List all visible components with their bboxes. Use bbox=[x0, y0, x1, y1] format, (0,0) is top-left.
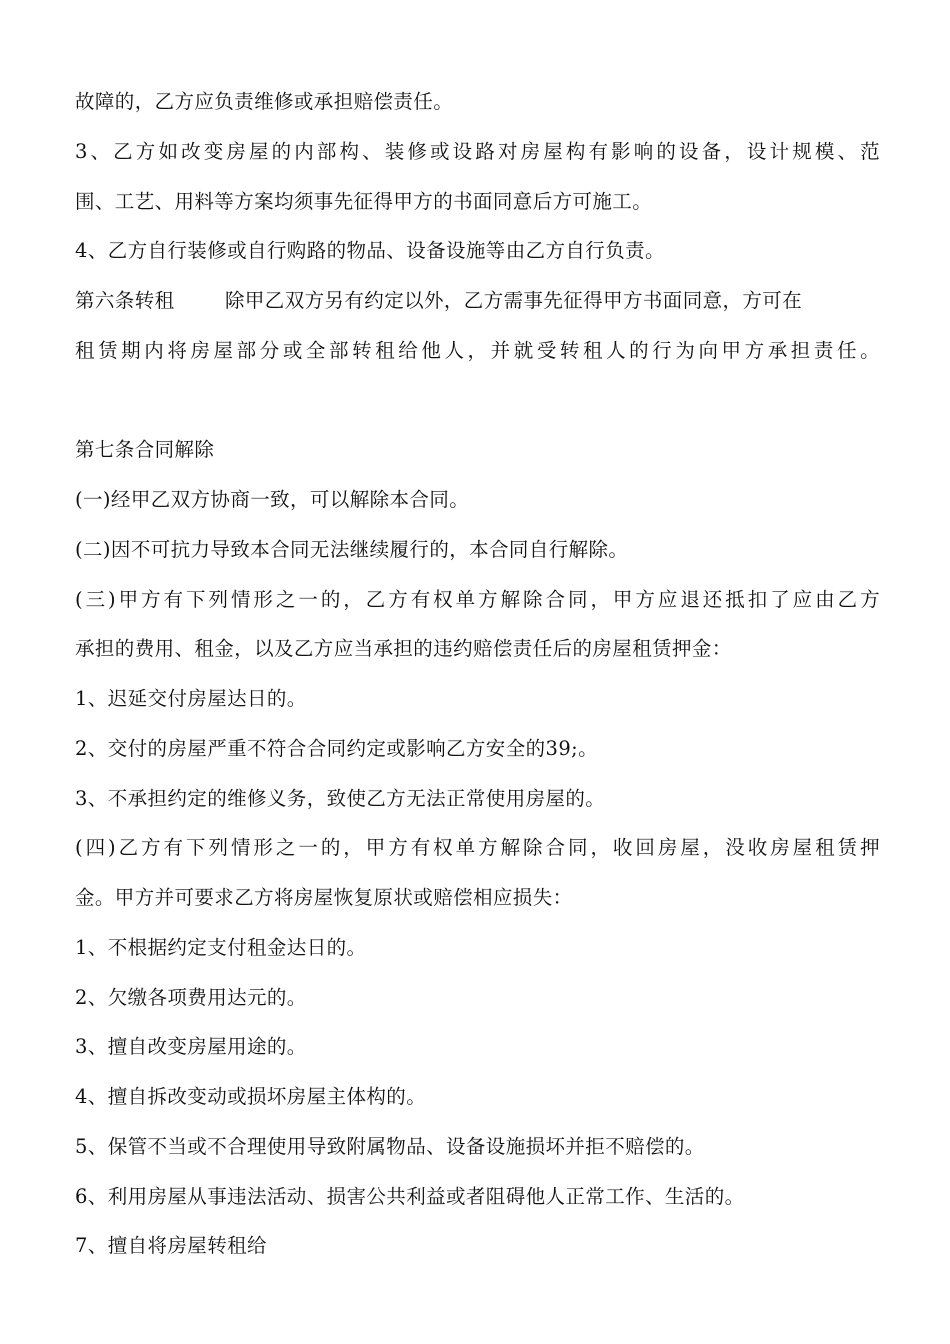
text-line: 6、利用房屋从事违法活动、损害公共利益或者阻碍他人正常工作、生活的。 bbox=[75, 1185, 745, 1208]
text-line: 5、保管不当或不合理使用导致附属物品、设备设施损坏并拒不赔偿的。 bbox=[75, 1135, 705, 1158]
text-line: 3、乙方如改变房屋的内部构、装修或设路对房屋构有影响的设备，设计规模、范 bbox=[75, 140, 880, 163]
text-line: (四)乙方有下列情形之一的，甲方有权单方解除合同，收回房屋，没收房屋租赁押 bbox=[75, 836, 880, 859]
text-line: 故障的，乙方应负责维修或承担赔偿责任。 bbox=[75, 90, 454, 113]
text-line: 7、擅自将房屋转租给 bbox=[75, 1234, 267, 1257]
text-line: (二)因不可抗力导致本合同无法继续履行的，本合同自行解除。 bbox=[75, 538, 629, 561]
article-6-text: 除甲乙双方另有约定以外，乙方需事先征得甲方书面同意，方可在 bbox=[225, 289, 803, 312]
section-heading: 第七条合同解除 bbox=[75, 438, 215, 461]
article-6-line bbox=[75, 287, 880, 315]
text-line: 2、欠缴各项费用达元的。 bbox=[75, 986, 307, 1009]
article-6-heading: 第六条转租 bbox=[75, 289, 175, 312]
text-line: 3、不承担约定的维修义务，致使乙方无法正常使用房屋的。 bbox=[75, 787, 606, 810]
text-line: 4、擅自拆改变动或损坏房屋主体构的。 bbox=[75, 1085, 427, 1108]
text-line: 围、工艺、用料等方案均须事先征得甲方的书面同意后方可施工。 bbox=[75, 190, 653, 213]
text-line: 租赁期内将房屋部分或全部转租给他人，并就受转租人的行为向甲方承担责任。 bbox=[75, 339, 880, 362]
text-line: 1、不根据约定支付租金达日的。 bbox=[75, 936, 367, 959]
text-line: 4、乙方自行装修或自行购路的物品、设备设施等由乙方自行负责。 bbox=[75, 239, 665, 262]
text-line: 承担的费用、租金，以及乙方应当承担的违约赔偿责任后的房屋租赁押金： bbox=[75, 637, 732, 660]
text-line: 3、擅自改变房屋用途的。 bbox=[75, 1035, 307, 1058]
text-line: 金。甲方并可要求乙方将房屋恢复原状或赔偿相应损失： bbox=[75, 886, 573, 909]
text-line: (三)甲方有下列情形之一的，乙方有权单方解除合同，甲方应退还抵扣了应由乙方 bbox=[75, 588, 880, 611]
text-line: 2、交付的房屋严重不符合合同约定或影响乙方安全的39;。 bbox=[75, 737, 598, 760]
text-line: (一)经甲乙双方协商一致，可以解除本合同。 bbox=[75, 488, 470, 511]
text-line: 1、迟延交付房屋达日的。 bbox=[75, 687, 307, 710]
